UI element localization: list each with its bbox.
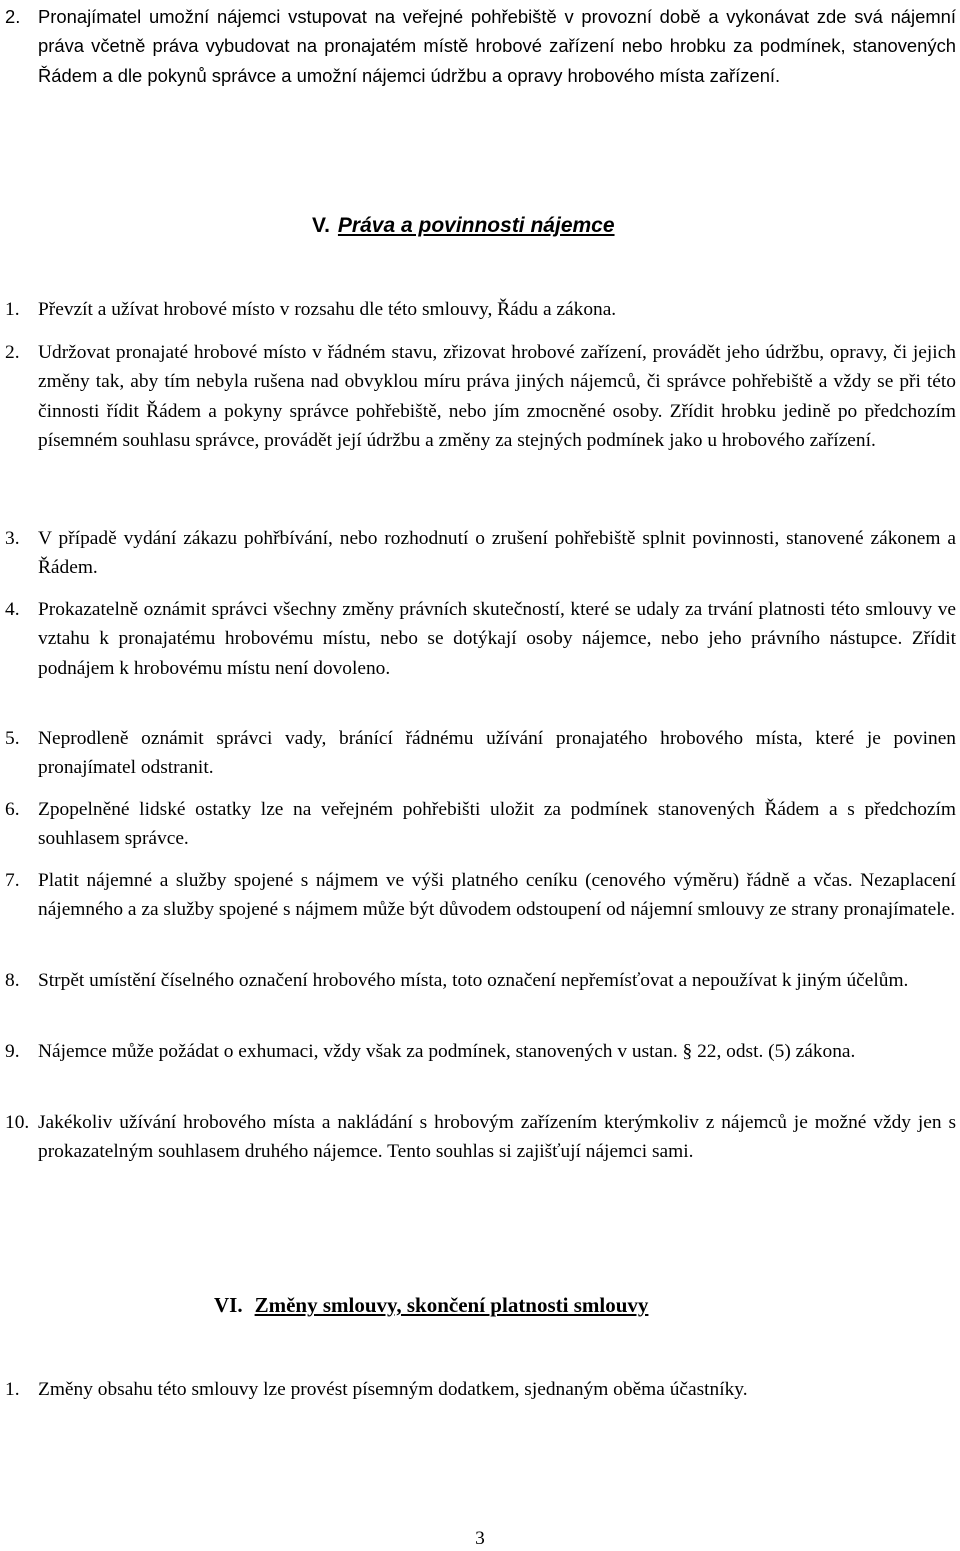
clause-number: 1. xyxy=(5,299,20,320)
page-number: 3 xyxy=(475,1528,485,1549)
clause-text: Udržovat pronajaté hrobové místo v řádném stavu, zřizovat hrobové zařízení, provádět jeho údržbu, opravy, či jejich změny tak, aby tím nebyla rušena nad obvyklou míru práva jiných nájemců, či správce pohřebiště a vždy se při této činnosti řídit Řádem a pokyny správce pohřebiště, nebo jím zmocněné osoby. Zřídit hrobku jedině po předchozím písemném souhlasu správce, provádět její údržbu a změny za stejných podmínek jako u hrobového zařízení. xyxy=(38,342,956,452)
clause-number: 7. xyxy=(5,870,20,891)
clause-item xyxy=(0,338,960,456)
clause-item xyxy=(0,966,960,995)
clause-number: 10. xyxy=(5,1112,30,1133)
clause-item xyxy=(0,295,960,324)
clause-text: Platit nájemné a služby spojené s nájmem ve výši platného ceníku (cenového výměru) řádně a včas. Nezaplacení nájemného a za služby spojené s nájmem může být důvodem odstoupení od nájemní smlouvy ze strany pronajímatele. xyxy=(38,870,956,921)
clause-text: Pronajímatel umožní nájemci vstupovat na veřejné pohřebiště v provozní době a vykonávat zde svá nájemní práva včetně práva vybudovat na pronajatém místě hrobové zařízení nebo hrobku za podmínek, stanovených Řádem a dle pokynů správce a umožní nájemci údržbu a opravy hrobového místa zařízení. xyxy=(38,6,956,86)
clause-text: Prokazatelně oznámit správci všechny změny právních skutečností, které se udaly za trvání platnosti této smlouvy ve vztahu k pronajatému hrobovému místu, nebo se dotýkají osoby nájemce, nebo jeho právního nástupce. Zřídit podnájem k hrobovému místu není dovoleno. xyxy=(38,599,956,679)
section-number: VI. xyxy=(214,1293,243,1317)
section-title: Změny smlouvy, skončení platnosti smlouvy xyxy=(254,1293,649,1317)
clause-number: 8. xyxy=(5,970,20,991)
clause-number: 4. xyxy=(5,599,20,620)
clause-number: 1. xyxy=(5,1379,20,1400)
clause-item xyxy=(0,866,960,925)
clause-text: Neprodleně oznámit správci vady, bránící řádnému užívání pronajatého hrobového místa, které je povinen pronajímatel odstranit. xyxy=(38,728,956,779)
clause-text: V případě vydání zákazu pohřbívání, nebo rozhodnutí o zrušení pohřebiště splnit povinnosti, stanovené zákonem a Řádem. xyxy=(38,528,956,579)
clause-item xyxy=(0,795,960,854)
clause-number: 9. xyxy=(5,1041,20,1062)
section-heading-vi xyxy=(214,1290,648,1320)
clause-text: Jakékoliv užívání hrobového místa a nakládání s hrobovým zařízením kterýmkoliv z nájemců je možné vždy jen s prokazatelným souhlasem druhého nájemce. Tento souhlas si zajišťují nájemci sami. xyxy=(38,1112,956,1163)
clause-number: 2. xyxy=(5,342,20,363)
section-title: Práva a povinnosti nájemce xyxy=(337,214,615,237)
clause-item xyxy=(0,595,960,683)
clause-number: 6. xyxy=(5,799,20,820)
clause-number: 3. xyxy=(5,528,20,549)
clause-item xyxy=(0,724,960,783)
section-number: V. xyxy=(312,214,330,237)
clause-item xyxy=(0,524,960,583)
clause-text: Převzít a užívat hrobové místo v rozsahu dle této smlouvy, Řádu a zákona. xyxy=(38,299,617,320)
clause-text: Změny obsahu této smlouvy lze provést písemným dodatkem, sjednaným oběma účastníky. xyxy=(38,1379,748,1400)
clause-number: 2. xyxy=(5,6,21,27)
clause-item xyxy=(0,2,960,90)
clause-text: Strpět umístění číselného označení hrobového místa, toto označení nepřemísťovat a nepoužívat k jiným účelům. xyxy=(38,970,909,991)
clause-text: Zpopelněné lidské ostatky lze na veřejném pohřebišti uložit za podmínek stanovených Řádem a s předchozím souhlasem správce. xyxy=(38,799,956,850)
clause-text: Nájemce může požádat o exhumaci, vždy však za podmínek, stanovených v ustan. § 22, odst. (5) zákona. xyxy=(38,1041,856,1062)
clause-item xyxy=(0,1108,960,1167)
section-heading-v xyxy=(312,211,615,241)
clause-number: 5. xyxy=(5,728,20,749)
clause-item xyxy=(0,1375,960,1404)
clause-item xyxy=(0,1037,960,1066)
